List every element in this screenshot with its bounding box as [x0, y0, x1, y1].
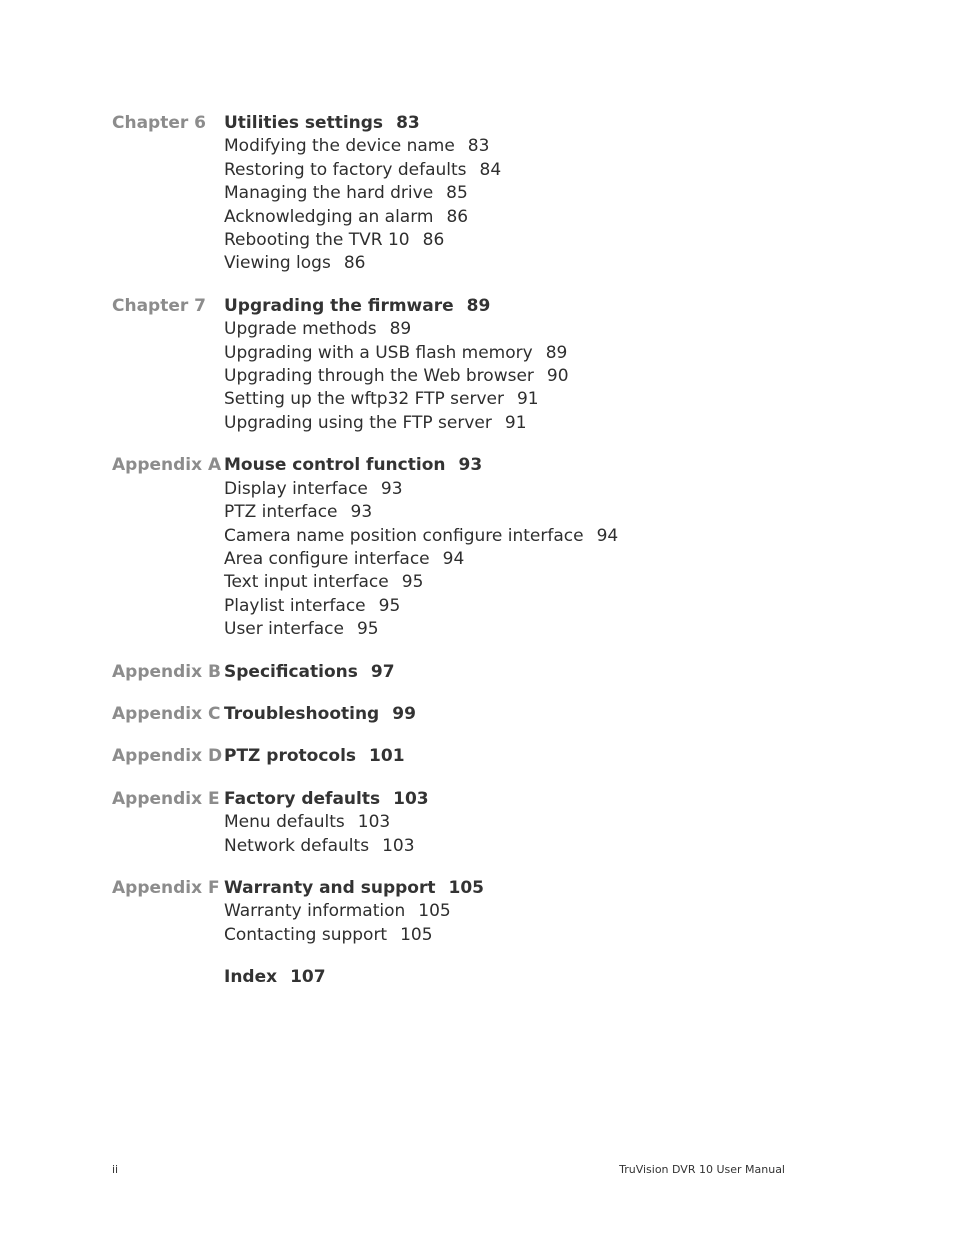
- section-label: Chapter 6: [112, 113, 207, 133]
- toc-entry-text: Display interface: [224, 478, 368, 499]
- toc-entry-text: Upgrading using the FTP server: [224, 412, 492, 433]
- toc-entry-text: Camera name position configure interface: [224, 525, 584, 546]
- manual-title: TruVision DVR 10 User Manual: [619, 1163, 785, 1176]
- section-entries: [224, 877, 832, 947]
- toc-heading-link[interactable]: [224, 454, 832, 477]
- section-entries: [224, 745, 832, 768]
- toc-entry-page: 85: [446, 183, 468, 204]
- table-of-contents: [112, 112, 832, 1009]
- toc-entry-text: Modifying the device name: [224, 136, 455, 157]
- toc-heading-text: Index: [224, 967, 278, 988]
- toc-section: [112, 703, 832, 726]
- toc-section: [112, 295, 832, 435]
- toc-entry-page: 94: [442, 548, 465, 569]
- toc-entry-page: 91: [516, 389, 539, 410]
- toc-section: [112, 788, 832, 858]
- toc-entry-page: 86: [446, 206, 469, 227]
- toc-entry-page: 83: [467, 136, 490, 157]
- toc-heading-page: 99: [392, 703, 416, 724]
- toc-heading-page: 97: [370, 661, 395, 682]
- toc-entry-text: Acknowledging an alarm: [224, 206, 434, 227]
- toc-entry-link[interactable]: [224, 811, 832, 834]
- toc-heading-page: 93: [458, 455, 483, 476]
- section-entries: [224, 703, 832, 726]
- toc-heading-page: 101: [369, 746, 405, 767]
- toc-entry-link[interactable]: [224, 595, 832, 618]
- toc-entry-text: PTZ interface: [224, 502, 338, 523]
- toc-entry-page: 90: [546, 366, 569, 387]
- toc-entry-link[interactable]: [224, 478, 832, 501]
- toc-entry-page: 89: [545, 342, 568, 363]
- toc-entry-page: 103: [382, 835, 415, 856]
- toc-entry-link[interactable]: [224, 365, 832, 388]
- toc-heading-link[interactable]: [224, 745, 832, 768]
- toc-heading-text: Mouse control function: [224, 455, 446, 476]
- toc-entry-link[interactable]: [224, 388, 832, 411]
- toc-entry-link[interactable]: [224, 924, 832, 947]
- toc-heading-text: Upgrading the firmware: [224, 295, 454, 316]
- toc-heading-page: 89: [466, 295, 491, 316]
- toc-entry-link[interactable]: [224, 206, 832, 229]
- toc-entry-text: Network defaults: [224, 835, 370, 856]
- toc-heading-text: Factory defaults: [224, 788, 381, 809]
- section-label: Appendix D: [112, 746, 223, 767]
- toc-entry-page: 105: [400, 924, 433, 945]
- toc-entry-link[interactable]: [224, 412, 832, 435]
- toc-entry-link[interactable]: [224, 618, 832, 641]
- toc-heading-link[interactable]: [224, 295, 832, 318]
- toc-heading-page: 83: [396, 113, 420, 133]
- toc-entry-page: 95: [401, 572, 424, 593]
- toc-entry-page: 105: [418, 901, 451, 922]
- toc-entry-link[interactable]: [224, 501, 832, 524]
- section-entries: [224, 661, 832, 684]
- toc-entry-text: Playlist interface: [224, 595, 366, 616]
- toc-entry-text: Upgrade methods: [224, 319, 377, 340]
- section-label: [112, 966, 224, 989]
- toc-heading-page: 103: [393, 788, 429, 809]
- section-entries: [224, 454, 832, 641]
- section-entries: [224, 966, 832, 989]
- toc-entry-page: 86: [422, 230, 445, 251]
- section-label: Chapter 7: [112, 295, 207, 316]
- toc-entry-link[interactable]: [224, 571, 832, 594]
- toc-entry-text: Viewing logs: [224, 253, 331, 274]
- toc-entry-link[interactable]: [224, 318, 832, 341]
- toc-entry-link[interactable]: [224, 159, 832, 182]
- toc-entry-link[interactable]: [224, 182, 832, 205]
- toc-heading-link[interactable]: [224, 661, 832, 684]
- toc-entry-text: Managing the hard drive: [224, 183, 434, 204]
- toc-entry-text: Text input interface: [224, 572, 389, 593]
- toc-entry-page: 95: [378, 595, 401, 616]
- toc-entry-text: Rebooting the TVR 10: [224, 230, 410, 251]
- toc-entry-link[interactable]: [224, 252, 832, 275]
- toc-entry-link[interactable]: [224, 135, 832, 158]
- section-label: Appendix E: [112, 788, 220, 809]
- toc-heading-text: Troubleshooting: [224, 703, 380, 724]
- toc-entry-text: Area configure interface: [224, 548, 430, 569]
- section-label: Appendix F: [112, 877, 220, 898]
- toc-entry-link[interactable]: [224, 229, 832, 252]
- toc-entry-text: Restoring to factory defaults: [224, 159, 467, 180]
- toc-entry-text: User interface: [224, 619, 344, 640]
- toc-entry-page: 93: [380, 478, 403, 499]
- toc-entry-text: Contacting support: [224, 924, 388, 945]
- section-label: Appendix C: [112, 703, 221, 724]
- toc-section: [112, 112, 832, 276]
- toc-heading-page: 107: [290, 967, 326, 988]
- section-entries: [224, 788, 832, 858]
- page-number: ii: [112, 1163, 119, 1176]
- section-label: Appendix A: [112, 455, 222, 476]
- toc-section: [112, 661, 832, 684]
- toc-heading-link[interactable]: [224, 966, 832, 989]
- toc-entry-text: Warranty information: [224, 901, 406, 922]
- toc-section: [112, 877, 832, 947]
- toc-heading-text: PTZ protocols: [224, 746, 357, 767]
- toc-entry-link[interactable]: [224, 342, 832, 365]
- toc-entry-page: 91: [504, 412, 527, 433]
- section-entries: [224, 295, 832, 435]
- toc-entry-text: Menu defaults: [224, 812, 345, 833]
- toc-entry-link[interactable]: [224, 835, 832, 858]
- toc-heading-link[interactable]: [224, 877, 832, 900]
- toc-section: [112, 454, 832, 641]
- toc-heading-link[interactable]: [224, 703, 832, 726]
- toc-entry-page: 93: [350, 502, 373, 523]
- toc-entry-page: 86: [343, 253, 366, 274]
- toc-entry-link[interactable]: [224, 525, 832, 548]
- toc-section: [112, 966, 832, 989]
- toc-entry-page: 103: [357, 812, 391, 833]
- toc-heading-page: 105: [448, 877, 484, 898]
- toc-entry-page: 84: [479, 159, 502, 180]
- section-label: Appendix B: [112, 661, 221, 682]
- toc-heading-text: Specifications: [224, 661, 358, 682]
- toc-heading-text: Warranty and support: [224, 877, 436, 898]
- toc-entry-page: 94: [596, 525, 619, 546]
- toc-entry-text: Upgrading through the Web browser: [224, 366, 534, 387]
- toc-entry-page: 95: [356, 619, 379, 640]
- toc-section: [112, 745, 832, 768]
- toc-entry-link[interactable]: [224, 900, 832, 923]
- toc-entry-page: 89: [389, 319, 412, 340]
- toc-heading-link[interactable]: [224, 788, 832, 811]
- toc-entry-text: Setting up the wftp32 FTP server: [224, 389, 504, 410]
- section-entries: [224, 112, 832, 276]
- toc-heading-link[interactable]: [224, 112, 832, 135]
- toc-entry-text: Upgrading with a USB flash memory: [224, 342, 533, 363]
- toc-entry-link[interactable]: [224, 548, 832, 571]
- toc-heading-text: Utilities settings: [224, 113, 384, 133]
